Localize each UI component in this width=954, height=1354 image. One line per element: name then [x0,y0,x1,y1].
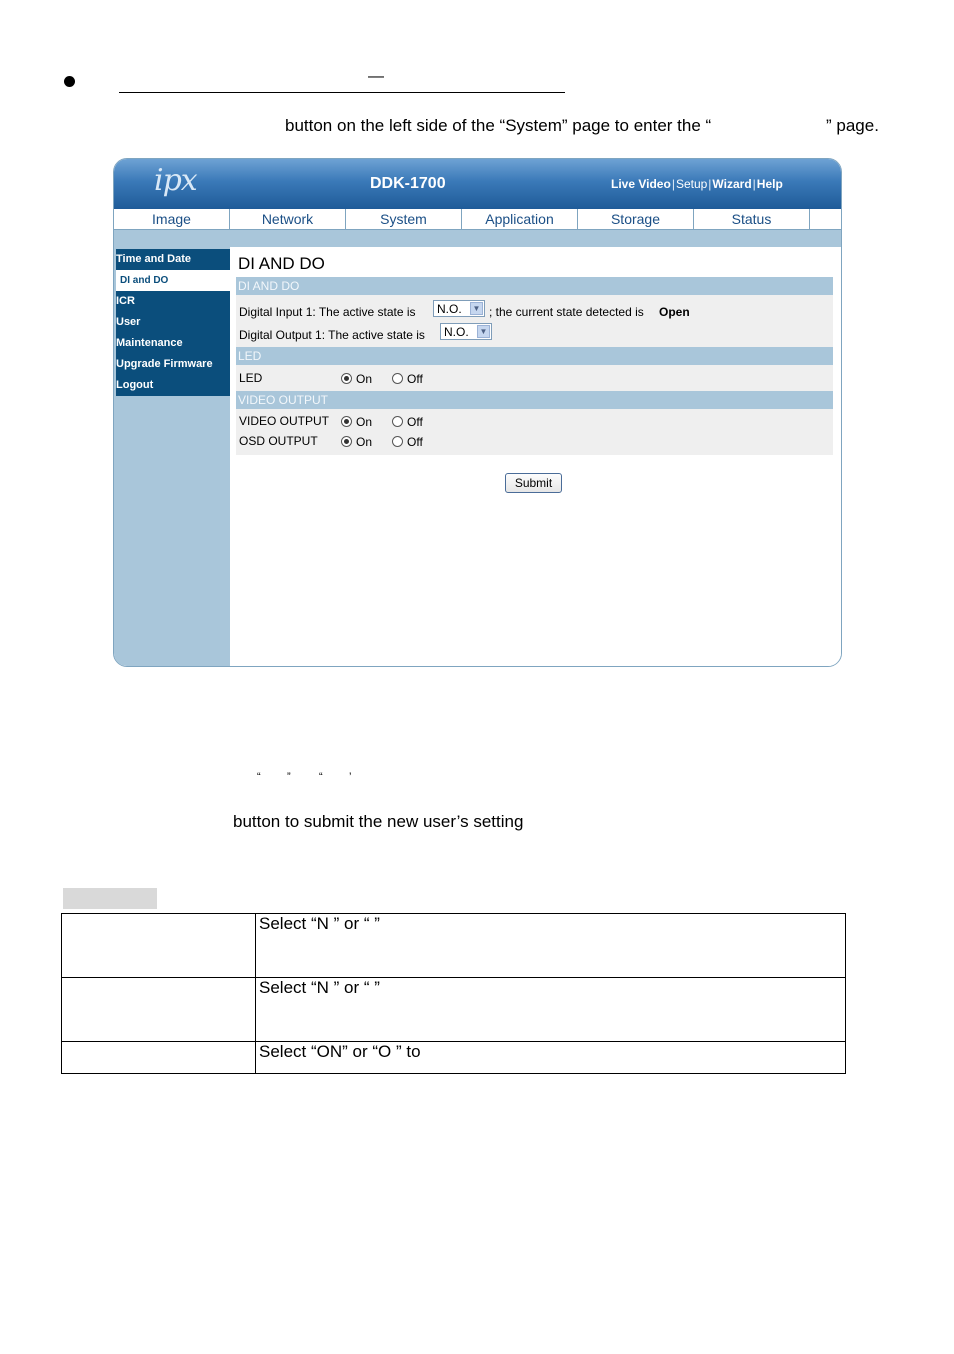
tab-storage[interactable]: Storage [578,209,694,229]
table-cell-desc: Select “ON” or “O ” to [256,1042,846,1074]
top-links [611,177,783,191]
table-cell-label [62,1042,256,1074]
bullet-point [64,76,75,87]
led-off-label: Off [407,372,423,386]
section-header-di-do: DI AND DO [236,277,833,295]
top-banner [114,159,841,209]
ipx-logo: ipx [154,163,197,198]
current-state-value: Open [659,305,690,319]
sidebar-item-time-and-date[interactable]: Time and Date [116,249,230,270]
sidebar-item-maintenance[interactable]: Maintenance [116,333,230,354]
current-state-label: ; the current state detected is [489,305,644,319]
video-output-on-label: On [356,415,373,429]
camera-web-ui [113,158,842,667]
table-row [62,914,846,978]
sidebar-item-icr[interactable]: ICR [116,291,230,312]
led-label: LED [239,371,263,385]
table-cell-label [62,978,256,1042]
chevron-down-icon: ▼ [477,325,490,338]
sidebar-item-logout[interactable]: Logout [116,375,230,396]
sidebar-menu [116,249,230,396]
live-video-link[interactable]: Live Video [611,177,671,191]
quote-mark: ” [287,771,291,783]
di-do-panel [236,295,833,347]
sidebar-item-user[interactable]: User [116,312,230,333]
led-off-radio[interactable] [392,373,403,384]
submit-button[interactable]: Submit [505,473,562,493]
quote-mark: “ [257,771,261,783]
sidebar [114,247,230,666]
chevron-down-icon: ▼ [470,302,483,315]
section-header-led: LED [236,347,833,365]
led-panel [236,365,833,391]
sub-band [114,230,841,247]
link-separator: | [671,177,675,191]
link-separator: | [708,177,712,191]
video-output-off-label: Off [407,415,423,429]
osd-output-label: OSD OUTPUT [239,434,318,448]
video-output-off-radio[interactable] [392,416,403,427]
table-caption-highlight [63,888,157,909]
led-on-radio[interactable] [341,373,352,384]
osd-output-off-radio[interactable] [392,436,403,447]
tab-application[interactable]: Application [462,209,578,229]
video-output-label: VIDEO OUTPUT [239,414,330,428]
tab-status[interactable]: Status [694,209,810,229]
link-separator: | [752,177,756,191]
submit-note: button to submit the new user’s setting [233,812,524,831]
digital-output-select[interactable] [440,323,492,340]
content-area [230,247,841,666]
digital-input-label: Digital Input 1: The active state is [239,305,416,319]
heading-underline [119,92,565,93]
led-on-label: On [356,372,373,386]
wizard-link[interactable]: Wizard [712,177,752,191]
help-link[interactable]: Help [756,177,783,191]
tab-image[interactable]: Image [114,209,230,229]
heading-dash: — [368,68,384,85]
tab-network[interactable]: Network [230,209,346,229]
digital-input-select[interactable] [433,300,485,317]
table-row [62,1042,846,1074]
section-header-video-output: VIDEO OUTPUT [236,391,833,409]
table-row [62,978,846,1042]
quote-mark: ’ [349,771,352,783]
digital-input-value: N.O. [437,302,462,316]
tab-system[interactable]: System [346,209,462,229]
digital-output-label: Digital Output 1: The active state is [239,328,425,342]
settings-table [61,913,846,1074]
sidebar-item-upgrade-firmware[interactable]: Upgrade Firmware [116,354,230,375]
main-tabs [114,209,841,230]
video-output-panel [236,409,833,455]
setup-link[interactable]: Setup [675,177,708,191]
quote-mark: “ [319,771,323,783]
video-output-on-radio[interactable] [341,416,352,427]
osd-output-off-label: Off [407,435,423,449]
osd-output-on-radio[interactable] [341,436,352,447]
digital-output-value: N.O. [444,325,469,339]
intro-text-end: ” page. [826,116,879,135]
table-cell-desc: Select “N ” or “ ” [256,914,846,978]
intro-text: button on the left side of the “System” page to enter the “ [285,116,712,135]
table-cell-label [62,914,256,978]
model-title: DDK-1700 [370,175,446,192]
page-title: DI AND DO [238,254,325,273]
osd-output-on-label: On [356,435,373,449]
table-cell-desc: Select “N ” or “ ” [256,978,846,1042]
sidebar-item-di-and-do[interactable]: DI and DO [116,270,230,291]
